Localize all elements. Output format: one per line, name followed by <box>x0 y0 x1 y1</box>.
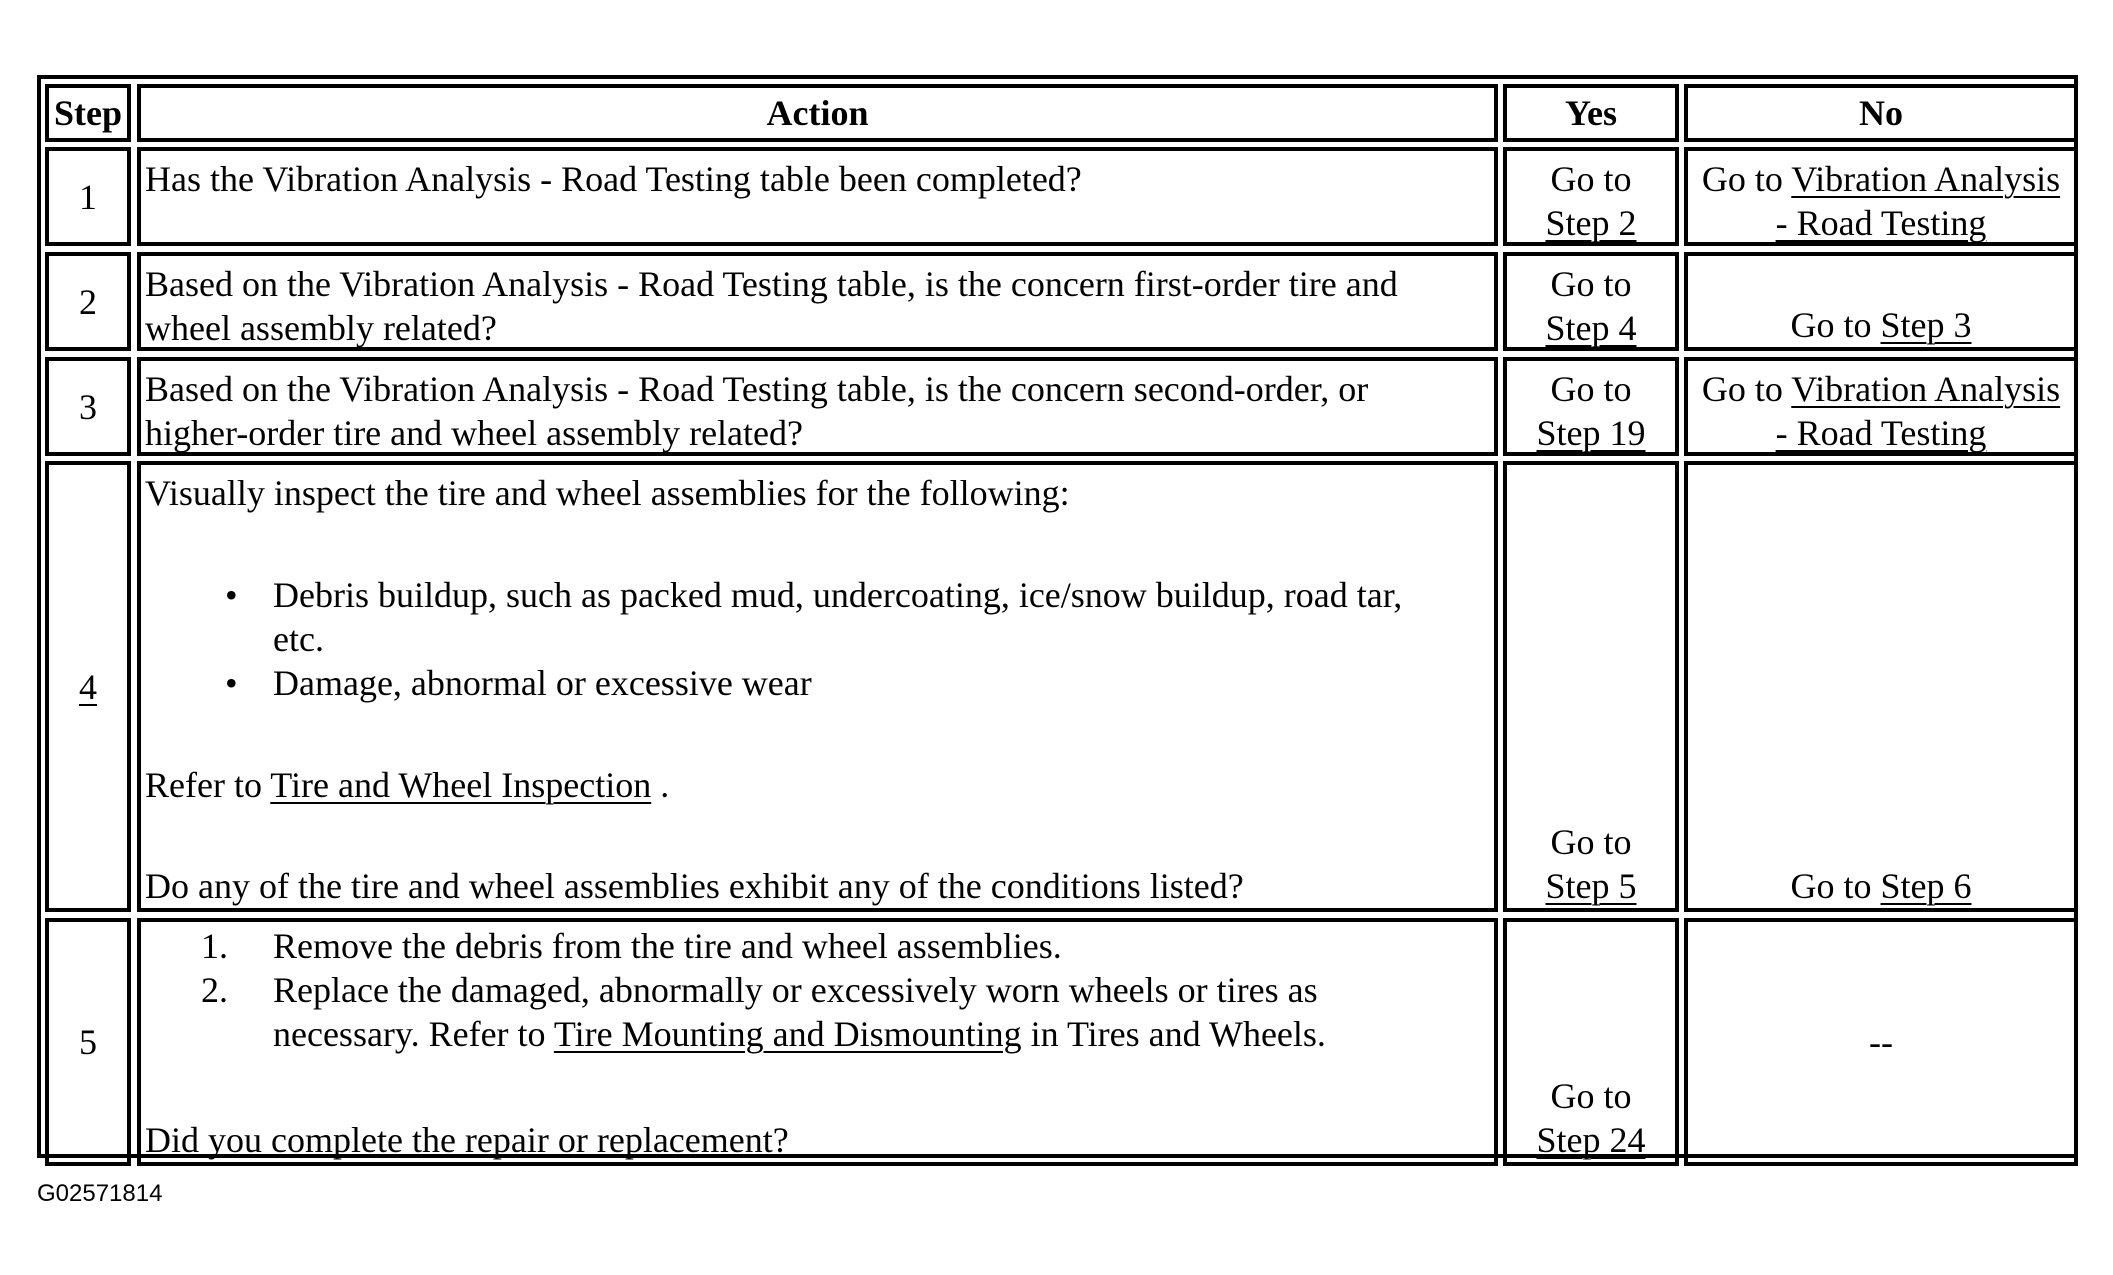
bullet-icon: • <box>225 575 238 615</box>
step-number <box>45 461 131 912</box>
action-question: Do any of the tire and wheel assemblies exhibit any of the conditions listed? <box>145 866 1244 906</box>
action-question: Has the Vibration Analysis - Road Testing table been completed? <box>145 159 1082 199</box>
step-link[interactable]: Step 5 <box>1545 866 1637 906</box>
no-value: -- <box>1869 1022 1893 1062</box>
step-link[interactable]: Step 3 <box>1880 305 1972 345</box>
step-number-link[interactable]: 4 <box>79 666 97 707</box>
action-question: Did you complete the repair or replacement? <box>145 1120 789 1160</box>
action-intro: Visually inspect the tire and wheel assemblies for the following: <box>145 473 1070 513</box>
no-cell <box>1684 461 2078 912</box>
action-text <box>137 918 1498 1166</box>
yes-cell <box>1503 147 1679 246</box>
action-text <box>137 252 1498 351</box>
vibration-analysis-link[interactable]: Vibration Analysis <box>1791 159 2061 199</box>
refer-line: Refer to Tire and Wheel Inspection . <box>145 765 670 805</box>
action-line: higher-order tire and wheel assembly related? <box>145 413 803 453</box>
no-cell <box>1684 918 2078 1166</box>
road-testing-link[interactable]: - Road Testing <box>1775 413 1987 453</box>
step-link[interactable]: Step 4 <box>1545 308 1637 348</box>
list-item: 2. Replace the damaged, abnormally or excessively worn wheels or tires as necessary. Refer to Tire Mounting and Dismounting in Tires and Wheels. <box>201 970 1326 1054</box>
list-item: • Debris buildup, such as packed mud, undercoating, ice/snow buildup, road tar, etc. <box>225 575 1403 659</box>
yes-cell <box>1503 461 1679 912</box>
yes-cell <box>1503 252 1679 351</box>
yes-cell <box>1503 918 1679 1166</box>
road-testing-link[interactable]: - Road Testing <box>1775 203 1987 243</box>
step-number: 5 <box>45 918 131 1166</box>
bullet-icon: • <box>225 663 238 703</box>
step-number: 3 <box>45 357 131 456</box>
action-line: wheel assembly related? <box>145 308 497 348</box>
step-link[interactable]: Step 6 <box>1880 866 1972 906</box>
no-prefix: Go to <box>1701 159 1783 199</box>
action-text <box>137 357 1498 456</box>
yes-prefix: Go to <box>1550 159 1632 199</box>
header-step: Step <box>45 84 131 142</box>
yes-prefix: Go to <box>1550 369 1632 409</box>
action-text <box>137 461 1498 912</box>
no-cell <box>1684 147 2078 246</box>
tire-mounting-link[interactable]: Tire Mounting and Dismounting <box>553 1014 1022 1054</box>
action-text <box>137 147 1498 246</box>
no-prefix: Go to <box>1790 866 1881 906</box>
no-prefix: Go to <box>1790 305 1881 345</box>
step-link[interactable]: Step 2 <box>1545 203 1637 243</box>
no-cell <box>1684 357 2078 456</box>
step-link[interactable]: Step 24 <box>1536 1120 1646 1160</box>
header-action: Action <box>137 84 1498 142</box>
yes-cell <box>1503 357 1679 456</box>
header-no: No <box>1684 84 2078 142</box>
yes-prefix: Go to <box>1550 822 1632 862</box>
no-cell <box>1684 252 2078 351</box>
figure-id: G02571814 <box>37 1180 163 1207</box>
step-number: 2 <box>45 252 131 351</box>
tire-wheel-inspection-link[interactable]: Tire and Wheel Inspection <box>270 765 652 805</box>
list-item: • Damage, abnormal or excessive wear <box>225 663 812 703</box>
no-prefix: Go to <box>1701 369 1783 409</box>
list-item: 1. Remove the debris from the tire and wheel assemblies. <box>201 926 1062 966</box>
action-line: Based on the Vibration Analysis - Road Testing table, is the concern second-order, or <box>145 369 1369 409</box>
step-link[interactable]: Step 19 <box>1536 413 1646 453</box>
step-number: 1 <box>45 147 131 246</box>
yes-prefix: Go to <box>1550 1076 1632 1116</box>
action-line: Based on the Vibration Analysis - Road Testing table, is the concern first-order tire and <box>145 264 1398 304</box>
vibration-analysis-link[interactable]: Vibration Analysis <box>1791 369 2061 409</box>
header-yes: Yes <box>1503 84 1679 142</box>
yes-prefix: Go to <box>1550 264 1632 304</box>
